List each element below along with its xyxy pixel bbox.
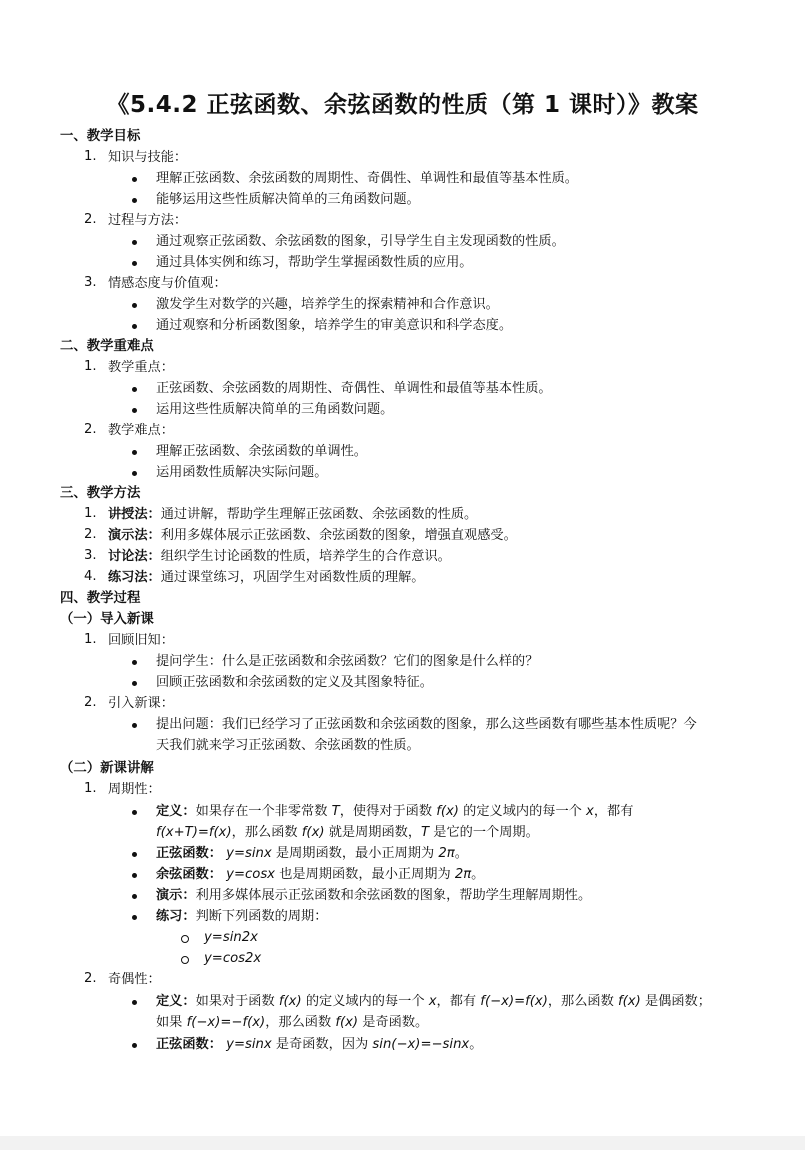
demo-line	[156, 887, 591, 905]
list-item: 提出问题：我们已经学习了正弦函数和余弦函数的图象，那么这些函数有哪些基本性质呢？今	[156, 717, 697, 732]
list-item: 理解正弦函数、余弦函数的周期性、奇偶性、单调性和最值等基本性质。	[156, 171, 578, 186]
math-expr: f(x)	[618, 994, 641, 1009]
exercise-item: y=sin2x	[204, 930, 258, 945]
bullet-icon	[132, 450, 137, 455]
math-expr: f(x)	[278, 994, 302, 1009]
subsection-label: 教学重点：	[108, 360, 174, 375]
bullet-icon	[132, 810, 137, 815]
definition-line	[156, 824, 539, 842]
math-var: T	[421, 825, 430, 840]
text-run: 也是周期函数，最小正周期为	[275, 867, 455, 882]
list-number: 1.	[84, 359, 97, 374]
text-run: 如果存在一个非零常数	[195, 804, 332, 819]
math-expr: y=cosx	[226, 867, 275, 882]
bullet-icon	[132, 873, 137, 878]
list-number: 1.	[84, 632, 97, 647]
subsection-label: 回顾旧知：	[108, 633, 174, 648]
math-expr: y=sinx	[226, 1037, 272, 1052]
item-label: 演示：	[156, 888, 196, 903]
list-number: 3.	[84, 275, 97, 290]
list-item: 运用函数性质解决实际问题。	[156, 465, 328, 480]
bullet-icon	[132, 303, 137, 308]
method-item	[108, 569, 425, 587]
text-run: 如果对于函数	[195, 994, 279, 1009]
sub-bullet-icon	[181, 956, 189, 964]
section-heading: 二、教学重难点	[60, 339, 154, 354]
math-expr: sin(−x)=−sinx	[372, 1037, 470, 1052]
method-text: 通过讲解，帮助学生理解正弦函数、余弦函数的性质。	[160, 507, 478, 522]
list-item: 通过观察和分析函数图象，培养学生的审美意识和科学态度。	[156, 318, 513, 333]
math-var: x	[586, 804, 594, 819]
method-text: 利用多媒体展示正弦函数、余弦函数的图象，增强直观感受。	[160, 528, 517, 543]
bullet-icon	[132, 261, 137, 266]
document-title: 《5.4.2 正弦函数、余弦函数的性质（第 1 课时）》教案	[106, 92, 699, 118]
list-item: 提问学生：什么是正弦函数和余弦函数？它们的图象是什么样的？	[156, 654, 539, 669]
subsection-label: 引入新课：	[108, 696, 174, 711]
list-number: 2.	[84, 422, 97, 437]
math-expr: f(x+T)=f(x)	[156, 825, 232, 840]
sine-parity-line	[156, 1036, 482, 1054]
list-item: 通过具体实例和练习，帮助学生掌握函数性质的应用。	[156, 255, 473, 270]
bullet-icon	[132, 660, 137, 665]
list-number: 1.	[84, 149, 97, 164]
subsection-label: 过程与方法：	[108, 213, 188, 228]
sub-bullet-icon	[181, 935, 189, 943]
list-number: 3.	[84, 548, 97, 563]
text-run: 是奇函数。	[358, 1015, 429, 1030]
text-run: ，那么函数	[265, 1015, 336, 1030]
bullet-icon	[132, 387, 137, 392]
method-label: 讨论法：	[108, 549, 161, 564]
sine-period-line	[156, 845, 468, 863]
list-number: 1.	[84, 781, 97, 796]
text-run: 。	[469, 1037, 483, 1052]
definition-line	[156, 803, 633, 821]
list-item: 激发学生对数学的兴趣，培养学生的探索精神和合作意识。	[156, 297, 499, 312]
text-run: 。	[471, 867, 485, 882]
method-item	[108, 506, 477, 524]
section-heading: 四、教学过程	[60, 591, 141, 606]
math-expr: f(x)	[335, 1015, 359, 1030]
item-label: 正弦函数：	[156, 846, 222, 861]
bullet-icon	[132, 177, 137, 182]
list-item: 通过观察正弦函数、余弦函数的图象，引导学生自主发现函数的性质。	[156, 234, 565, 249]
list-number: 2.	[84, 527, 97, 542]
text-run: 。	[454, 846, 468, 861]
math-expr: f(−x)=f(x)	[480, 994, 548, 1009]
method-text: 通过课堂练习，巩固学生对函数性质的理解。	[160, 570, 425, 585]
list-item: 能够运用这些性质解决简单的三角函数问题。	[156, 192, 420, 207]
section-heading: 一、教学目标	[60, 129, 141, 144]
math-var: x	[428, 994, 437, 1009]
bullet-icon	[132, 915, 137, 920]
text-run: ，都有	[436, 994, 481, 1009]
subsection-heading: （二）新课讲解	[60, 761, 154, 776]
list-item-continuation: 天我们就来学习正弦函数、余弦函数的性质。	[156, 738, 420, 753]
text-run: 就是周期函数，	[324, 825, 422, 840]
bullet-icon	[132, 1000, 137, 1005]
bullet-icon	[132, 324, 137, 329]
text-run: ，那么函数	[231, 825, 302, 840]
math-expr: f(x)	[301, 825, 325, 840]
text-run: ，都有	[593, 804, 634, 819]
list-number: 4.	[84, 569, 97, 584]
list-item: 理解正弦函数、余弦函数的单调性。	[156, 444, 367, 459]
method-label: 讲授法：	[108, 507, 161, 522]
definition-line	[156, 1014, 428, 1032]
list-item: 回顾正弦函数和余弦函数的定义及其图象特征。	[156, 675, 433, 690]
method-item	[108, 527, 517, 545]
text-run: 的定义域内的每一个	[301, 994, 429, 1009]
bullet-icon	[132, 681, 137, 686]
subsection-label: 周期性：	[108, 782, 161, 797]
definition-line	[156, 993, 711, 1011]
text-run: 是它的一个周期。	[429, 825, 539, 840]
text-run: ，使得对于函数	[339, 804, 437, 819]
text-run: 的定义域内的每一个	[458, 804, 587, 819]
math-var: T	[331, 804, 340, 819]
method-text: 组织学生讨论函数的性质，培养学生的合作意识。	[160, 549, 451, 564]
definition-label: 定义：	[156, 804, 196, 819]
practice-line	[156, 908, 327, 926]
subsection-label: 知识与技能：	[108, 150, 188, 165]
bullet-icon	[132, 471, 137, 476]
text-run: 判断下列函数的周期：	[195, 909, 328, 924]
text-run: 是偶函数；	[640, 994, 711, 1009]
subsection-label: 情感态度与价值观：	[108, 276, 227, 291]
section-heading: 三、教学方法	[60, 486, 141, 501]
math-expr: 2π	[438, 846, 455, 861]
bullet-icon	[132, 408, 137, 413]
definition-label: 定义：	[156, 994, 196, 1009]
math-expr: y=sinx	[226, 846, 272, 861]
math-expr: f(x)	[436, 804, 459, 819]
text-run: ，那么函数	[547, 994, 619, 1009]
exercise-item: y=cos2x	[204, 951, 262, 966]
text-run: 是奇函数，因为	[271, 1037, 373, 1052]
method-label: 演示法：	[108, 528, 161, 543]
bullet-icon	[132, 894, 137, 899]
math-expr: f(−x)=−f(x)	[186, 1015, 266, 1030]
list-number: 2.	[84, 695, 97, 710]
list-number: 1.	[84, 506, 97, 521]
bullet-icon	[132, 198, 137, 203]
bullet-icon	[132, 723, 137, 728]
subsection-heading: （一）导入新课	[60, 612, 154, 627]
method-item	[108, 548, 451, 566]
bullet-icon	[132, 852, 137, 857]
list-number: 2.	[84, 971, 97, 986]
bullet-icon	[132, 1043, 137, 1048]
bullet-icon	[132, 240, 137, 245]
text-run: 如果	[156, 1015, 187, 1030]
subsection-label: 教学难点：	[108, 423, 174, 438]
cosine-period-line	[156, 866, 484, 884]
method-label: 练习法：	[108, 570, 161, 585]
list-item: 正弦函数、余弦函数的周期性、奇偶性、单调性和最值等基本性质。	[156, 381, 552, 396]
text-run: 是周期函数，最小正周期为	[271, 846, 439, 861]
item-label: 余弦函数：	[156, 867, 222, 882]
item-label: 练习：	[156, 909, 196, 924]
list-number: 2.	[84, 212, 97, 227]
subsection-label: 奇偶性：	[108, 972, 161, 987]
list-item: 运用这些性质解决简单的三角函数问题。	[156, 402, 394, 417]
item-label: 正弦函数：	[156, 1037, 222, 1052]
text-run: 利用多媒体展示正弦函数和余弦函数的图象，帮助学生理解周期性。	[195, 888, 592, 903]
math-expr: 2π	[454, 867, 472, 882]
